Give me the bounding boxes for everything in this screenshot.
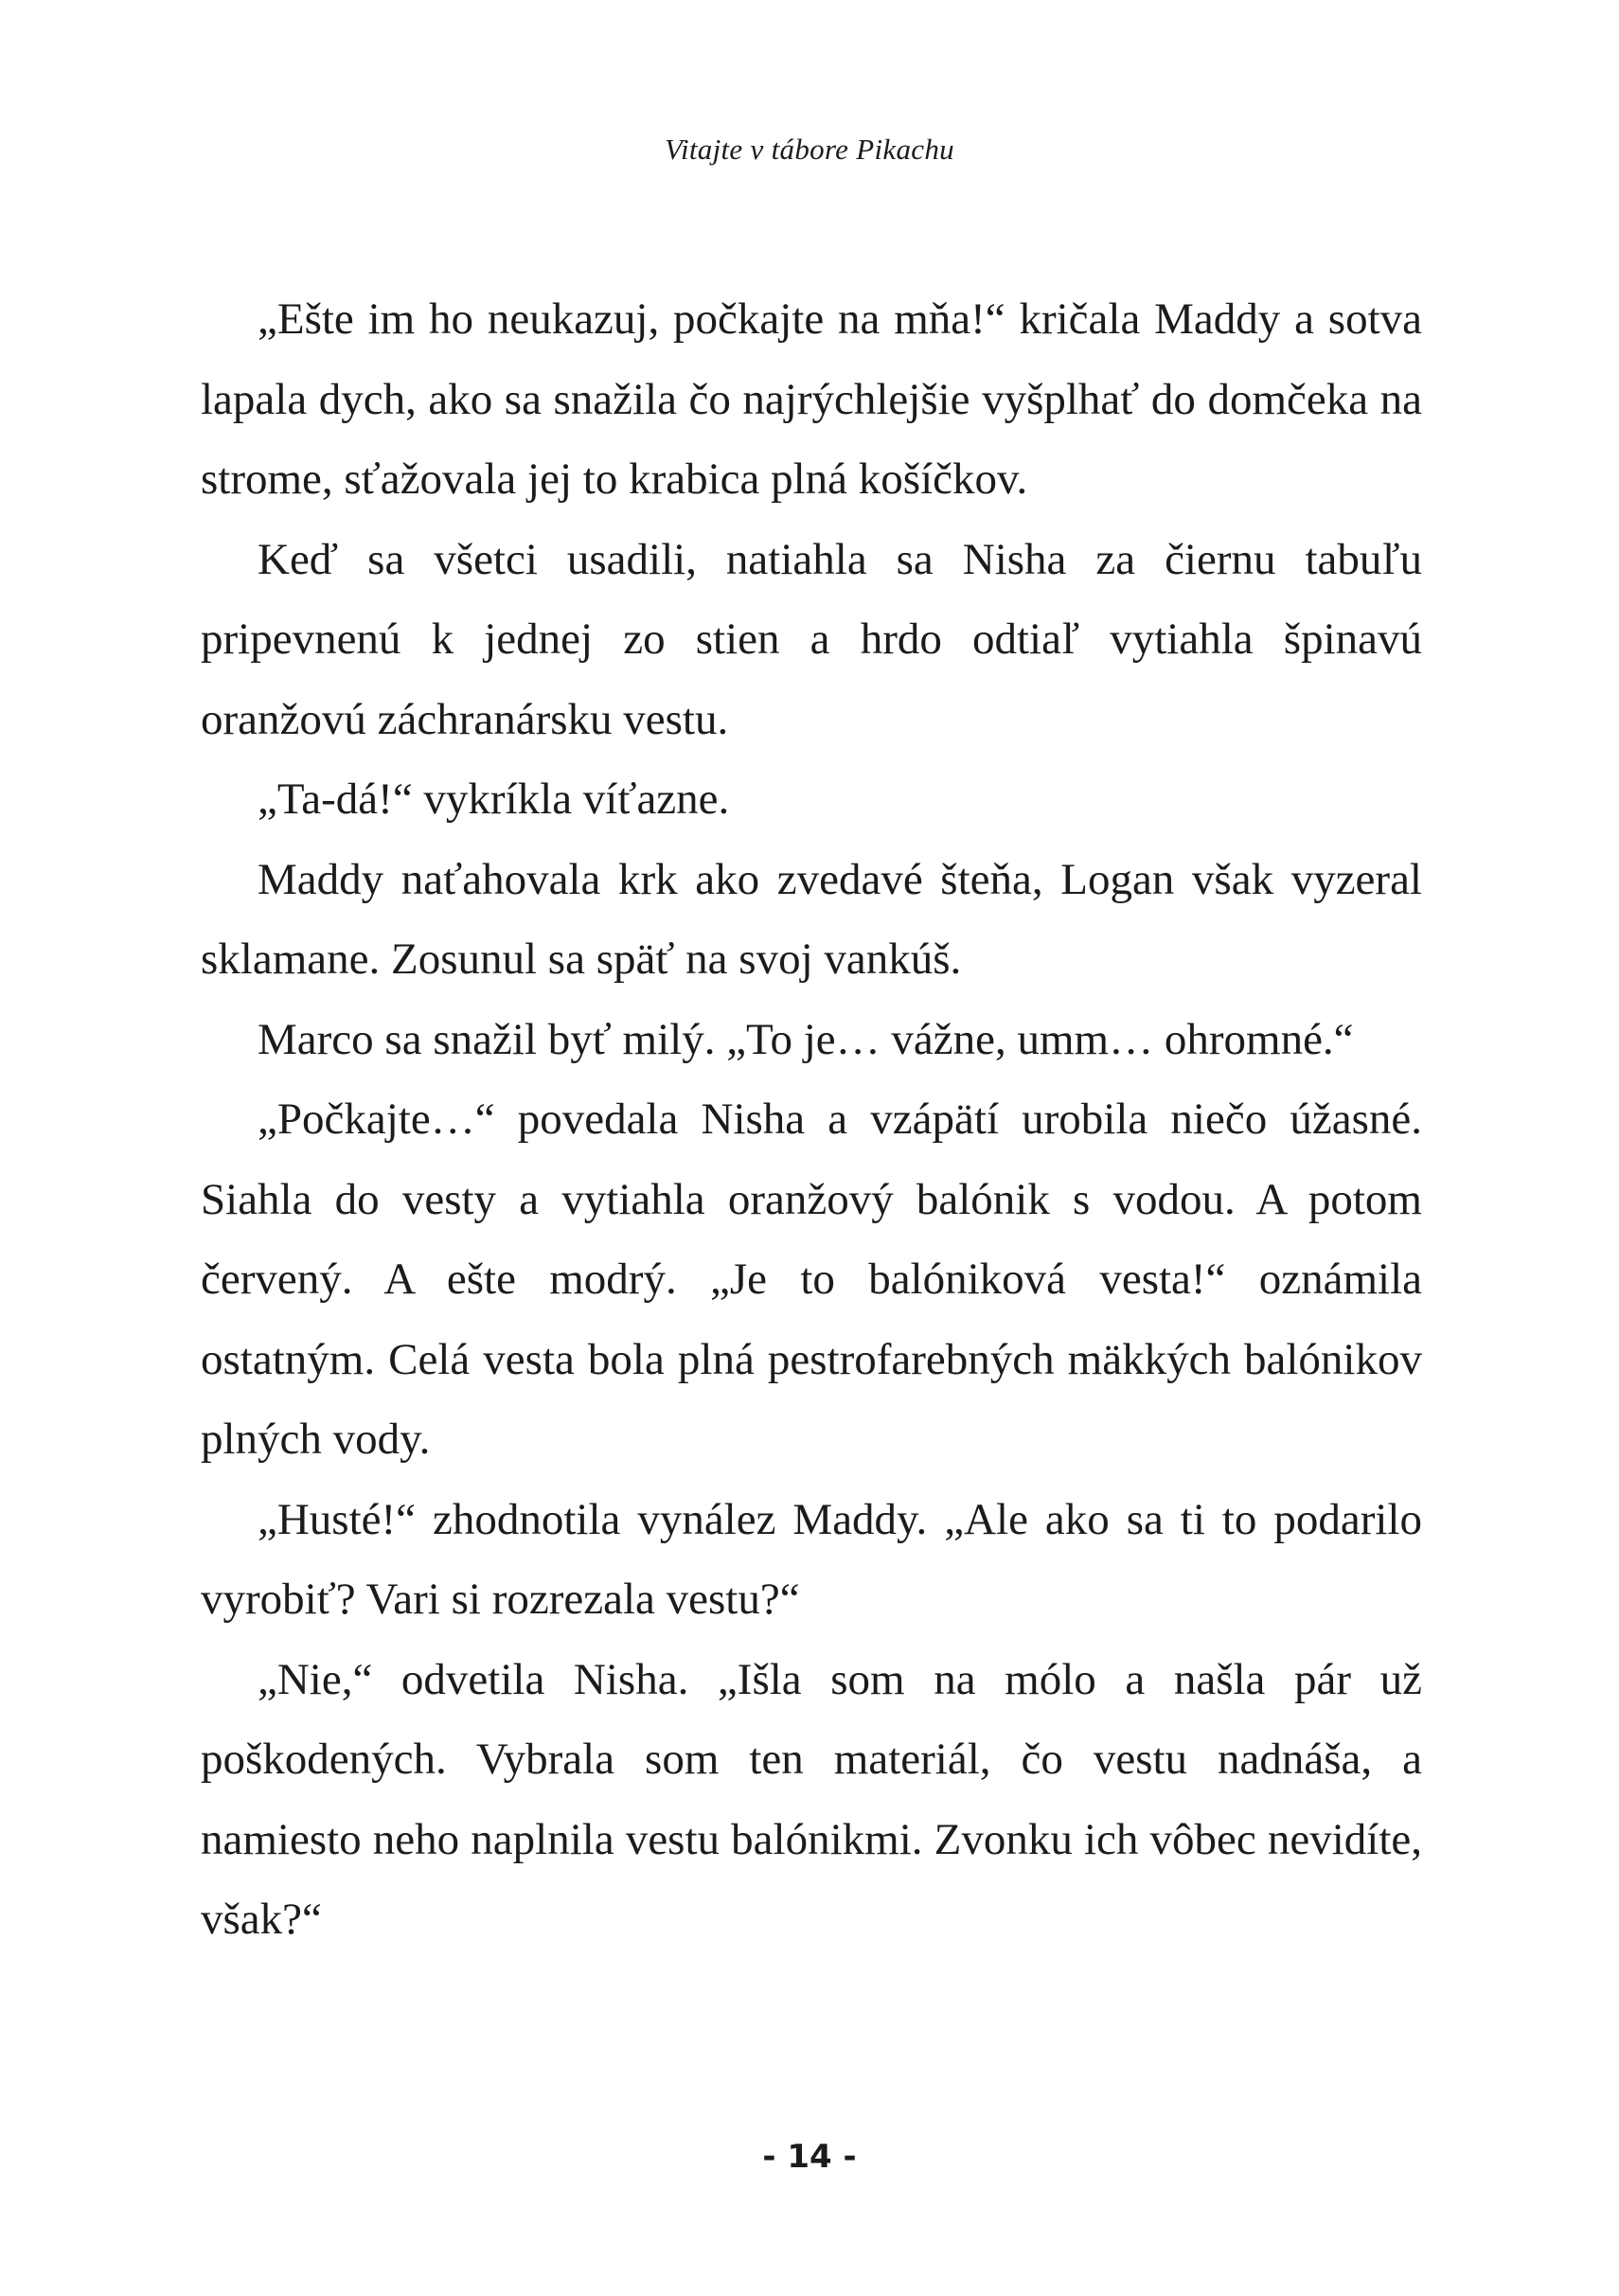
paragraph: „Husté!“ zhodnotila vynález Maddy. „Ale ako sa ti to podarilo vyrobiť? Vari si rozrezala vestu?“ <box>201 1494 1422 1624</box>
paragraph: Marco sa snažil byť milý. „To je… vážne, umm… ohromné.“ <box>258 1014 1354 1064</box>
paragraph: Keď sa všetci usadili, natiahla sa Nisha za čiernu tabuľu pripevnenú k jednej zo stien a hrdo odtiaľ vytiahla špinavú oranžovú záchranársku vestu. <box>201 534 1422 744</box>
paragraph: „Nie,“ odvetila Nisha. „Išla som na mólo a našla pár už poškodených. Vybrala som ten materiál, čo vestu nadnáša, a namiesto neho naplnila vestu balónikmi. Zvonku ich vôbec nevidíte, však?“ <box>201 1654 1422 1944</box>
paragraph: „Ta-dá!“ vykríkla víťazne. <box>258 774 730 824</box>
paragraph: „Ešte im ho neukazuj, počkajte na mňa!“ kričala Maddy a sotva lapala dych, ako sa snažila čo najrýchlejšie vyšplhať do domčeka na strome, sťažovala jej to krabica plná košíčkov. <box>201 294 1422 504</box>
page-number: - 14 - <box>762 2138 857 2176</box>
running-header: Vitajte v tábore Pikachu <box>665 133 954 166</box>
paragraph: Maddy naťahovala krk ako zvedavé šteňa, Logan však vyzeral sklamane. Zosunul sa späť na svoj vankúš. <box>201 854 1422 984</box>
body-text <box>201 279 1422 1960</box>
paragraph: „Počkajte…“ povedala Nisha a vzápätí urobila niečo úžasné. Siahla do vesty a vytiahla oranžový balónik s vodou. A potom červený. A ešte modrý. „Je to balóniková vesta!“ oznámila ostatným. Celá vesta bola plná pestrofarebných mäkkých balónikov plných vody. <box>201 1095 1422 1464</box>
